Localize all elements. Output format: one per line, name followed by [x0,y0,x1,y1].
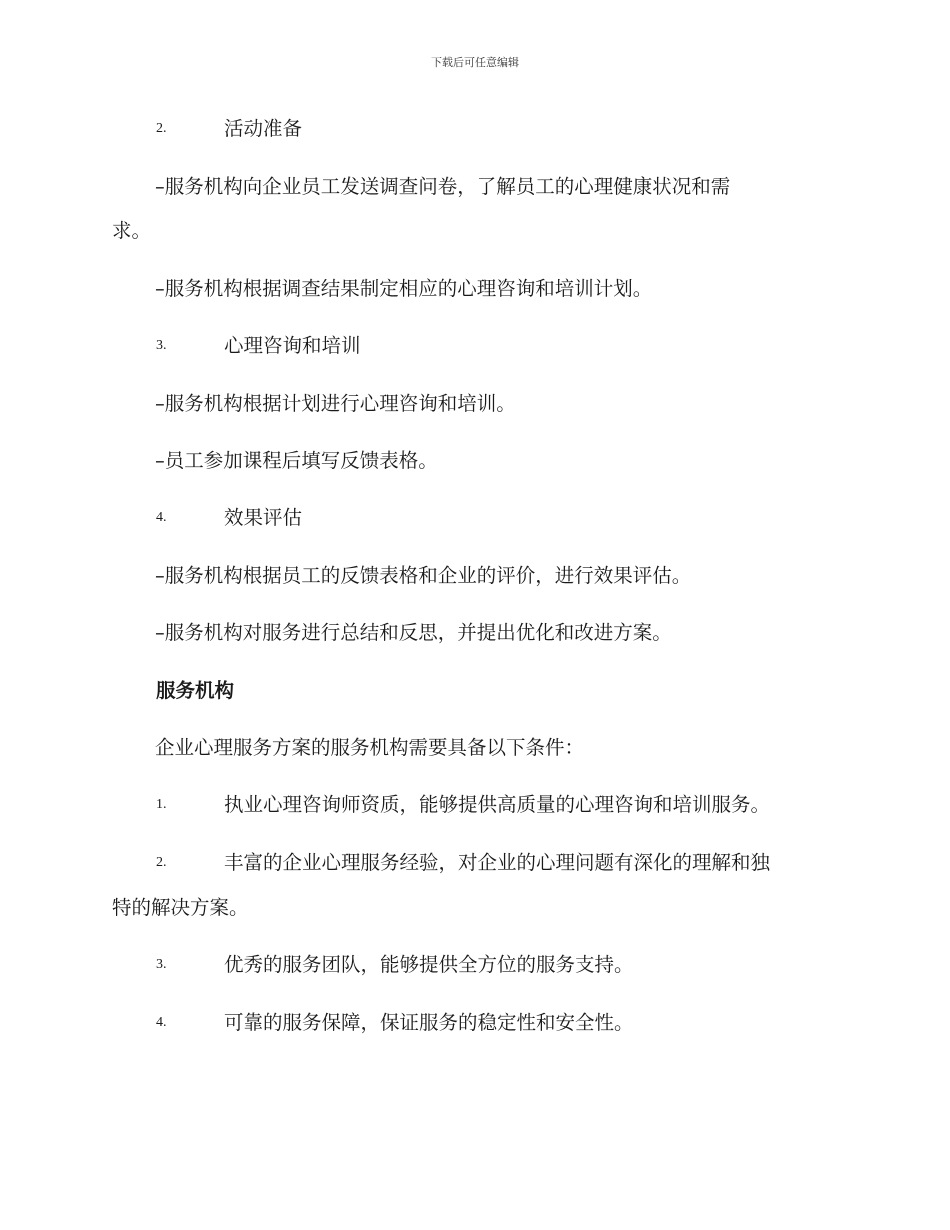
condition-number: 2. [156,855,167,870]
list-number: 2. [156,121,167,136]
bullet-line: –服务机构对服务进行总结和反思，并提出优化和改进方案。 [155,621,672,644]
list-item-title: 活动准备 [224,117,303,140]
condition-number: 4. [156,1015,167,1030]
condition-number: 1. [156,797,167,812]
bullet-line: –服务机构向企业员工发送调查问卷，了解员工的心理健康状况和需 [155,175,731,198]
section-heading: 服务机构 [156,679,235,702]
bullet-line: –服务机构根据员工的反馈表格和企业的评价，进行效果评估。 [155,564,692,587]
bullet-line: –员工参加课程后填写反馈表格。 [155,449,438,472]
list-number: 4. [156,510,167,525]
condition-text-continuation: 特的解决方案。 [112,896,249,919]
page-header: 下载后可任意编辑 [431,56,519,69]
bullet-line-continuation: 求。 [112,219,152,242]
condition-number: 3. [156,957,167,972]
bullet-line: –服务机构根据计划进行心理咨询和培训。 [155,392,516,415]
condition-text: 优秀的服务团队，能够提供全方位的服务支持。 [224,953,634,976]
condition-text: 可靠的服务保障，保证服务的稳定性和安全性。 [224,1011,634,1034]
condition-text: 执业心理咨询师资质，能够提供高质量的心理咨询和培训服务。 [224,793,771,816]
list-item-title: 效果评估 [224,506,303,529]
condition-text: 丰富的企业心理服务经验，对企业的心理问题有深化的理解和独 [224,851,771,874]
section-intro: 企业心理服务方案的服务机构需要具备以下条件： [155,736,585,759]
list-item-title: 心理咨询和培训 [224,334,361,357]
bullet-line: –服务机构根据调查结果制定相应的心理咨询和培训计划。 [155,277,653,300]
list-number: 3. [156,338,167,353]
